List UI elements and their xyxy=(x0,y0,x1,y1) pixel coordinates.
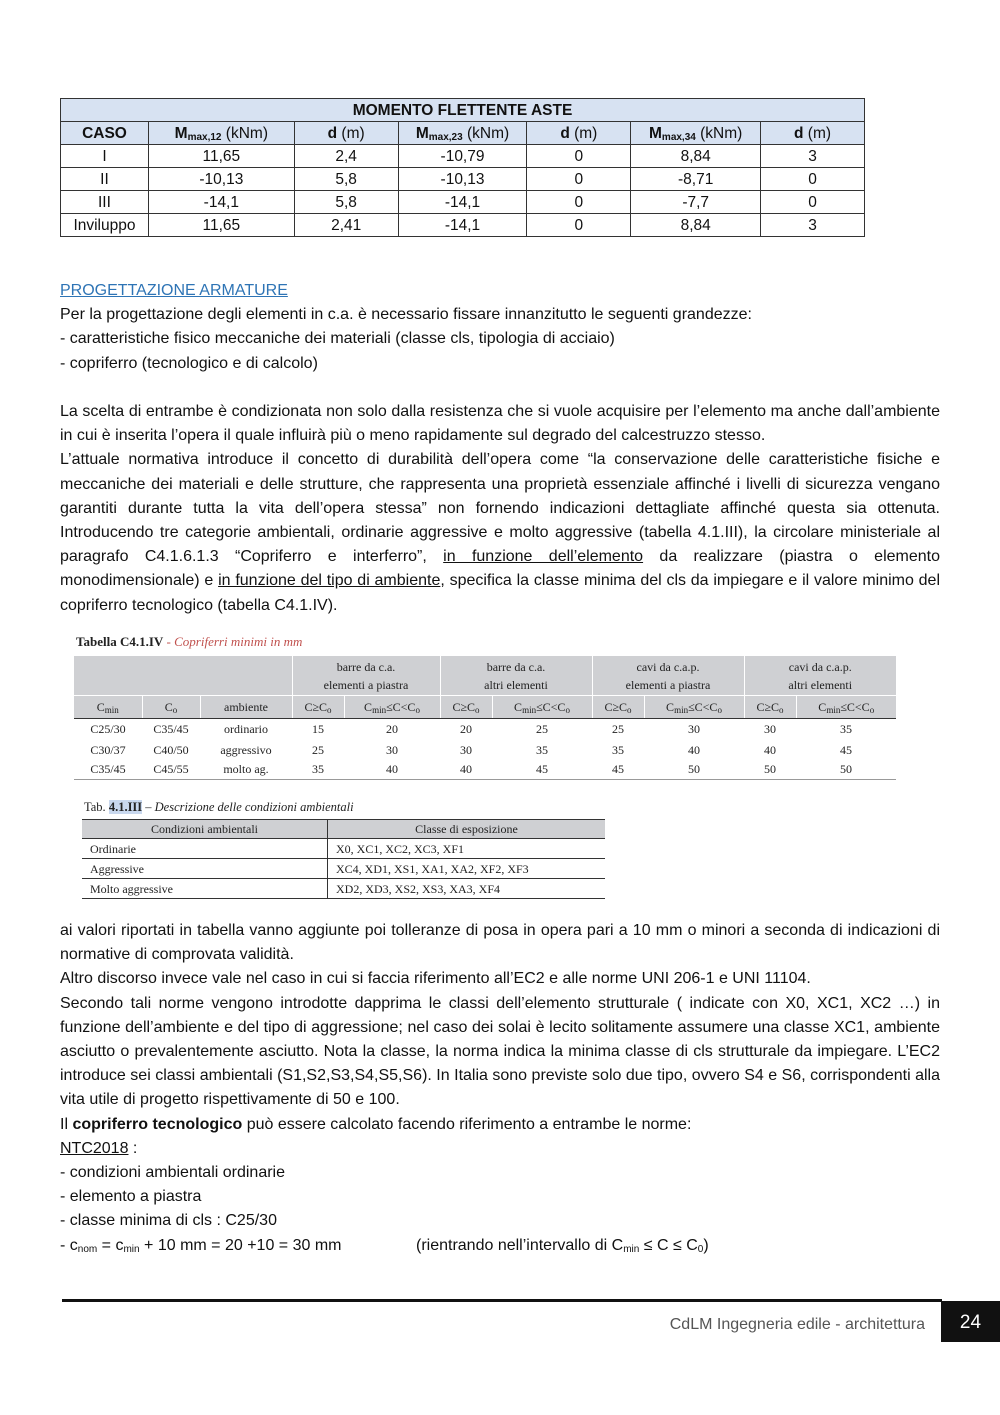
group-header: barre da c.a. altri elementi xyxy=(440,656,592,696)
list-item: - condizioni ambientali ordinarie xyxy=(60,1164,286,1182)
table-row: Ordinarie X0, XC1, XC2, XC3, XF1 xyxy=(82,839,605,859)
header-c-ge: $C\ge C_o$ xyxy=(744,696,796,719)
header-co: $C_o$ xyxy=(142,696,200,719)
table-row: II -10,13 5,8 -10,13 0 -8,71 0 xyxy=(61,168,865,191)
header-d1: d (m) xyxy=(294,122,398,145)
moment-table-title: MOMENTO FLETTENTE ASTE xyxy=(61,99,865,122)
paragraph: La scelta di entrambe è condizionata non solo dalla resistenza che si vuole acquisire per l’elemento ma anche dall’ambiente in cui è inserita l’opera il quale influirà più o meno rapidamente sul degrado del calcestruzzo stesso. xyxy=(60,403,940,445)
list-item: - copriferro (tecnologico e di calcolo) xyxy=(60,354,318,372)
footer-text: CdLM Ingegneria edile - architettura xyxy=(669,1316,925,1333)
paragraph: Il copriferro tecnologico può essere calcolato facendo riferimento a entrambe le norme: xyxy=(60,1115,692,1133)
spacer xyxy=(60,376,940,400)
list-item: - classe minima di cls : C25/30 xyxy=(60,1212,277,1230)
moment-table xyxy=(60,98,865,237)
paragraph: L’attuale normativa introduce il concetto di durabilità dell’opera come “la conservazione delle caratteristiche fisiche e meccaniche dei materiali e delle strutture, che rappresenta una proprietà essenziale affinché i livelli di sicurezza vengano garantiti durante tutta la vita dell’opera stessa” non fornendo indicazioni dettagliate affinché questa sia ottenuta. Introducendo tre categorie ambientali, ordinarie aggressive e molto aggressive (tabella 4.1.III), la circolare ministeriale al paragrafo C4.1.6.1.3 “Copriferro e interferro”, in funzione dell’elemento da realizzare (piastra o elemento monodimensionale) e in funzione del tipo di ambiente, specifica la classe minima del cls da impiegare e il valore minimo del copriferro tecnologico (tabella C4.1.IV). xyxy=(60,451,941,614)
header-c-range: $C_{min}\le C<C_o$ xyxy=(644,696,744,719)
header-c-ge: $C\ge C_o$ xyxy=(440,696,492,719)
table-41 xyxy=(82,819,605,899)
paragraph: ai valori riportati in tabella vanno aggiunte poi tolleranze di posa in opera pari a 10 mm o minori a seconda di indicazioni di normative di comprovata validità. xyxy=(60,922,940,964)
list-item: - elemento a piastra xyxy=(60,1188,202,1206)
underlined-text: in funzione del tipo di ambiente xyxy=(218,572,441,590)
table-row: Inviluppo 11,65 2,41 -14,1 0 8,84 3 xyxy=(61,214,865,237)
table-41-caption: Tab. 4.1.III – Descrizione delle condizioni ambientali xyxy=(84,800,354,814)
header-ambiente: ambiente xyxy=(200,696,292,719)
paragraph: Per la progettazione degli elementi in c.a. è necessario fissare innanzitutto le seguenti grandezze: xyxy=(60,306,752,324)
group-header: cavi da c.a.p. elementi a piastra xyxy=(592,656,744,696)
header-c-ge: $C\ge C_o$ xyxy=(592,696,644,719)
paragraph: Altro discorso invece vale nel caso in cui si faccia riferimento all’EC2 e alle norme UNI 206-1 e UNI 11104. xyxy=(60,970,811,988)
header-condizioni: Condizioni ambientali xyxy=(82,820,328,839)
section-title: PROGETTAZIONE ARMATURE xyxy=(60,282,288,299)
table-row: C30/37 C40/50 aggressivo 25 30 30 35 35 40 40 45 xyxy=(90,742,852,757)
footer-divider xyxy=(62,1299,942,1302)
header-m23: $M_{max,23}$ (kNm) xyxy=(398,122,527,145)
table-row: Aggressive XC4, XD1, XS1, XA1, XA2, XF2, XF3 xyxy=(82,859,605,879)
table-row: III -14,1 5,8 -14,1 0 -7,7 0 xyxy=(61,191,865,214)
underlined-text: in funzione dell’elemento xyxy=(443,548,644,566)
group-header: cavi da c.a.p. altri elementi xyxy=(744,656,896,696)
header-c-range: $C_{min}\le C<C_o$ xyxy=(796,696,896,719)
header-m12: $M_{max,12}$ (kNm) xyxy=(148,122,294,145)
page-number: 24 xyxy=(941,1301,1000,1342)
after-text xyxy=(60,919,940,1258)
list-item: - caratteristiche fisico meccaniche dei materiali (classe cls, tipologia di acciaio) xyxy=(60,330,615,348)
table-c41 xyxy=(74,656,896,780)
table-c41-caption: Tabella C4.1.IV - Copriferri minimi in mm xyxy=(76,634,303,649)
header-caso: CASO xyxy=(61,122,149,145)
header-classe: Classe di esposizione xyxy=(328,820,606,839)
header-c-ge: $C\ge C_o$ xyxy=(292,696,344,719)
table-row: C35/45 C45/55 molto ag. 35 40 40 45 45 50 50 50 xyxy=(74,760,896,780)
table-row: C25/30 C35/45 ordinario 15 20 20 25 25 30 30 35 xyxy=(90,722,852,737)
group-header: barre da c.a. elementi a piastra xyxy=(292,656,440,696)
header-c-range: $C_{min}\le C<C_o$ xyxy=(492,696,592,719)
header-d3: d (m) xyxy=(761,122,865,145)
header-m34: $M_{max,34}$ (kNm) xyxy=(631,122,761,145)
formula: - $c_{nom} = c_{min} + 10$ mm = 20 +10 = 30 mm (rientrando nell’intervallo di $C_{min} \le C \le C_0$) xyxy=(60,1236,709,1255)
section-text xyxy=(60,279,940,618)
table-row: I 11,65 2,4 -10,79 0 8,84 3 xyxy=(61,145,865,168)
paragraph: Secondo tali norme vengono introdotte dapprima le classi dell’elemento strutturale ( indicate con X0, XC1, XC2 …) in funzione dell’ambiente e del tipo di aggressione; nel caso dei solai è lecito solitamente assumere una classe XC1, ambiente asciutto o prevalentemente asciutto. Nota la classe, la norma indica la minima classe di cls strutturale da impiegare. L’EC2 introduce sei classi ambientali (S1,S2,S3,S4,S5,S6). In Italia sono previste solo due tipo, ovvero S4 e S6, corrispondenti alla vita utile di progetto rispettivamente di 50 e 100. xyxy=(60,994,940,1109)
table-row: Molto aggressive XD2, XD3, XS2, XS3, XA3, XF4 xyxy=(82,879,605,899)
header-c-range: $C_{min}\le C<C_o$ xyxy=(344,696,440,719)
header-cmin: $C_{min}$ xyxy=(74,696,142,719)
ntc-label: NTC2018 : xyxy=(60,1139,138,1157)
header-d2: d (m) xyxy=(527,122,631,145)
